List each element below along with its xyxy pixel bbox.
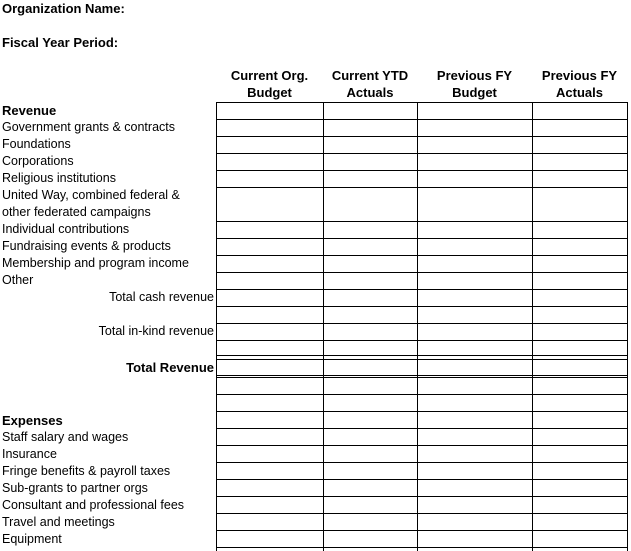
expense-item: Insurance xyxy=(2,447,57,461)
revenue-item: Government grants & contracts xyxy=(2,120,175,134)
fiscal-year-period-label: Fiscal Year Period: xyxy=(2,35,119,50)
grid-row-line xyxy=(216,377,628,378)
revenue-item: United Way, combined federal & xyxy=(2,188,180,202)
revenue-item: Corporations xyxy=(2,154,74,168)
revenue-item: Fundraising events & products xyxy=(2,239,171,253)
total-cash-revenue-label: Total cash revenue xyxy=(109,290,214,304)
grid-row-line xyxy=(216,411,628,412)
total-revenue-label: Total Revenue xyxy=(126,360,214,375)
grid-row-line xyxy=(216,375,628,376)
expense-item: Fringe benefits & payroll taxes xyxy=(2,464,171,478)
column-header-current-org-budget: Current Org. Budget xyxy=(230,68,309,100)
grid-row-line xyxy=(216,255,628,256)
revenue-heading: Revenue xyxy=(2,103,57,118)
grid-row-line xyxy=(216,323,628,324)
grid-row-line xyxy=(216,445,628,446)
grid-row-line xyxy=(216,238,628,239)
grid-row-line xyxy=(216,153,628,154)
grid-row-line xyxy=(216,119,628,120)
total-in-kind-revenue-label: Total in-kind revenue xyxy=(98,324,214,338)
grid-row-line xyxy=(216,496,628,497)
grid-row-line xyxy=(216,136,628,137)
grid-row-line xyxy=(216,462,628,463)
revenue-item: other federated campaigns xyxy=(2,205,151,219)
organization-name-label: Organization Name: xyxy=(2,1,125,16)
grid-row-line xyxy=(216,479,628,480)
grid-row-line xyxy=(216,289,628,290)
revenue-item: Individual contributions xyxy=(2,222,130,236)
grid-row-line xyxy=(216,187,628,188)
expense-item: Consultant and professional fees xyxy=(2,498,185,512)
grid-row-line xyxy=(216,428,628,429)
revenue-item: Other xyxy=(2,273,34,287)
expense-item: Staff salary and wages xyxy=(2,430,129,444)
grid-row-line xyxy=(216,221,628,222)
expenses-heading: Expenses xyxy=(2,413,63,428)
revenue-item: Religious institutions xyxy=(2,171,116,185)
column-header-previous-fy-budget: Previous FY Budget xyxy=(436,68,513,100)
expense-item: Equipment xyxy=(2,532,62,546)
grid-row-line xyxy=(216,359,628,360)
grid-row-line xyxy=(216,513,628,514)
grid-row-line xyxy=(216,394,628,395)
column-header-current-ytd-actuals: Current YTD Actuals xyxy=(331,68,409,100)
grid-row-line xyxy=(216,306,628,307)
grid-row-line xyxy=(216,340,628,341)
grid-row-line xyxy=(216,355,628,356)
revenue-item: Foundations xyxy=(2,137,71,151)
grid-row-line xyxy=(216,102,628,103)
expense-item: Travel and meetings xyxy=(2,515,115,529)
grid-row-line xyxy=(216,547,628,548)
grid-row-line xyxy=(216,272,628,273)
grid-row-line xyxy=(216,530,628,531)
revenue-item: Membership and program income xyxy=(2,256,189,270)
expense-item: Sub-grants to partner orgs xyxy=(2,481,148,495)
column-header-previous-fy-actuals: Previous FY Actuals xyxy=(541,68,618,100)
grid-row-line xyxy=(216,170,628,171)
